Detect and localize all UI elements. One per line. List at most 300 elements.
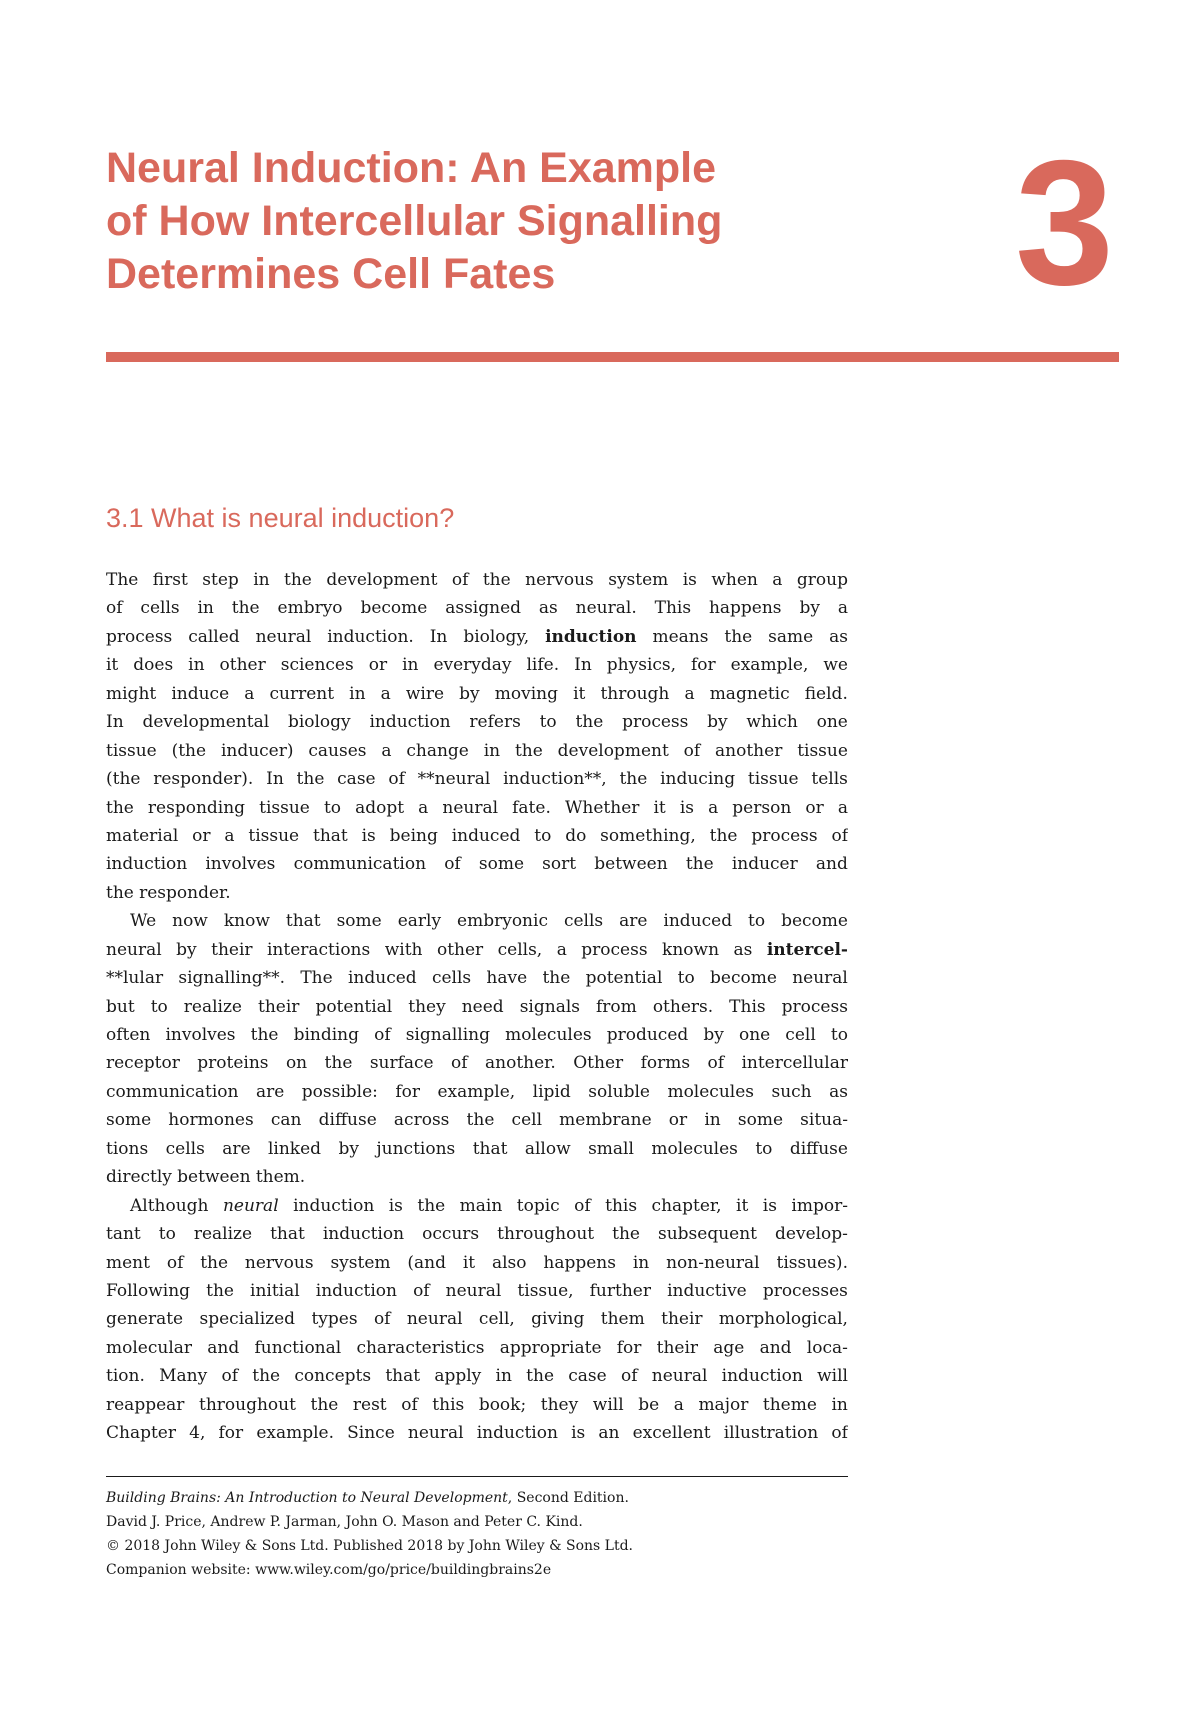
word: junctions <box>376 1138 456 1159</box>
word: age <box>713 1337 745 1358</box>
word: sciences <box>280 655 354 676</box>
word: non-neural <box>666 1252 760 1273</box>
word: do <box>565 825 587 846</box>
word: the <box>231 598 260 619</box>
word: process <box>622 712 689 733</box>
word: tion. <box>106 1366 145 1387</box>
body-line <box>106 1163 848 1191</box>
word: in <box>349 683 366 704</box>
word: responding <box>147 797 246 818</box>
word: as <box>538 598 558 619</box>
word: development <box>557 740 669 761</box>
word: concepts <box>294 1366 372 1387</box>
word: involves <box>205 854 276 875</box>
word: the <box>310 1394 339 1415</box>
word: responder). <box>153 769 254 790</box>
word: a <box>244 683 255 704</box>
word: when <box>711 570 758 590</box>
word: the <box>200 1252 229 1273</box>
footnote-citation <box>106 1486 866 1510</box>
word: some <box>106 1110 152 1131</box>
body-line <box>106 964 848 992</box>
word: change <box>406 740 469 761</box>
word: is <box>762 1195 777 1216</box>
body-line <box>106 680 848 708</box>
word: forms <box>640 1053 691 1074</box>
word: causes <box>308 740 367 761</box>
word: subsequent <box>657 1224 757 1245</box>
word: in <box>704 1110 721 1131</box>
word: it <box>573 683 586 704</box>
word: process <box>581 939 648 960</box>
word: example, <box>437 1081 516 1102</box>
word: initial <box>250 1280 300 1301</box>
word: involves <box>165 1025 236 1045</box>
word: a <box>708 797 719 818</box>
word: induction <box>106 854 188 875</box>
word: become <box>710 968 777 989</box>
chapter-divider <box>106 352 1119 362</box>
word: membrane <box>559 1110 652 1131</box>
body-line <box>106 1362 848 1390</box>
word: have <box>486 968 528 989</box>
word: in <box>495 1366 512 1387</box>
word: become <box>781 911 848 932</box>
word: tissue, <box>517 1280 574 1301</box>
word: the <box>296 769 325 790</box>
word: of <box>373 1309 391 1330</box>
word: induction <box>476 1423 558 1444</box>
word: of <box>620 1366 638 1387</box>
word: their <box>656 1337 699 1358</box>
word: a <box>684 683 695 704</box>
word: system <box>330 1252 391 1273</box>
word: same <box>768 626 814 647</box>
word: neural <box>445 1280 502 1301</box>
word: realize <box>183 996 242 1017</box>
word: cell <box>785 1025 816 1045</box>
word: of <box>683 740 701 761</box>
word: also <box>491 1252 527 1273</box>
word: of <box>444 854 461 875</box>
word: or <box>668 1110 688 1131</box>
word: this <box>605 1195 638 1216</box>
word: does <box>133 655 174 676</box>
word: of <box>374 1025 391 1045</box>
word: early <box>397 911 442 932</box>
word: morphological, <box>718 1309 848 1330</box>
word: this <box>432 1394 465 1415</box>
word: embryo <box>277 598 343 619</box>
word: by <box>799 598 820 619</box>
word: neural <box>442 797 499 818</box>
word: to <box>323 797 342 818</box>
word: something, <box>600 825 696 846</box>
word: to <box>534 825 552 846</box>
word: known <box>662 939 720 960</box>
word: material <box>106 825 179 846</box>
word: induction <box>721 1366 803 1387</box>
word: lipid <box>532 1081 571 1102</box>
word: major <box>698 1394 749 1415</box>
word: cells, <box>497 939 543 960</box>
word: a <box>418 797 429 818</box>
word: types <box>311 1309 358 1330</box>
word: refers <box>469 712 521 733</box>
word: another <box>715 740 783 761</box>
word: case <box>568 1366 607 1387</box>
word: binding <box>293 1025 359 1045</box>
word: linked <box>267 1138 322 1159</box>
chapter-title-line: Neural Induction: An Example <box>106 144 717 192</box>
word: the <box>252 1366 281 1387</box>
word: a <box>556 939 567 960</box>
word: situa- <box>800 1110 848 1131</box>
word: and <box>207 1337 240 1358</box>
word: but <box>106 996 135 1017</box>
word: that <box>270 1224 305 1245</box>
word: The <box>300 968 333 989</box>
word: realize <box>193 1224 253 1245</box>
word: giving <box>531 1309 585 1330</box>
body-line <box>106 765 848 793</box>
word: excellent <box>632 1423 711 1444</box>
word: induced <box>451 825 521 846</box>
word: neural <box>222 1195 279 1216</box>
word: cells <box>140 598 180 619</box>
word: developmental <box>142 712 270 733</box>
word: happens <box>708 598 782 619</box>
word: group <box>796 570 848 590</box>
word: them. <box>255 1167 306 1188</box>
word: induction**, <box>503 769 607 790</box>
word: the <box>466 1110 495 1131</box>
word: happens <box>543 1252 616 1273</box>
word: further <box>589 1280 651 1301</box>
body-line <box>106 822 848 850</box>
word: signalling**. <box>178 968 286 989</box>
word: throughout <box>198 1394 296 1415</box>
word: produced <box>606 1025 689 1045</box>
word: the <box>619 769 648 790</box>
word: the <box>542 968 571 989</box>
word: theme <box>762 1394 817 1415</box>
word: main <box>459 1195 503 1216</box>
word: proteins <box>197 1053 269 1074</box>
footnote-website: Companion website: www.wiley.com/go/price/buildingbrains2e <box>106 1562 552 1578</box>
body-line <box>106 1078 848 1106</box>
word: ment <box>106 1252 150 1273</box>
word: cells <box>431 968 472 989</box>
word: their <box>211 939 253 960</box>
word: as <box>733 939 753 960</box>
word: potential <box>585 968 663 989</box>
word: with <box>384 939 423 960</box>
word: called <box>188 626 240 647</box>
word: their <box>258 996 300 1017</box>
footnote-divider <box>106 1476 848 1477</box>
word: physics, <box>606 655 677 676</box>
word: by <box>459 683 480 704</box>
word: topic <box>516 1195 560 1216</box>
word: inducer) <box>220 740 294 761</box>
word: and <box>815 854 848 875</box>
word: to <box>748 911 766 932</box>
word: book; <box>478 1394 527 1415</box>
word: a <box>224 825 235 846</box>
body-line <box>106 1391 848 1419</box>
word: as <box>829 1081 848 1102</box>
word: induced <box>347 968 417 989</box>
word: step <box>202 570 239 590</box>
body-line <box>106 1277 848 1305</box>
word: cells <box>563 911 604 932</box>
word: biology, <box>463 626 530 647</box>
word: allow <box>524 1138 571 1159</box>
word: Many <box>159 1366 208 1387</box>
word: Whether <box>564 797 640 818</box>
word: by <box>176 939 197 960</box>
word: biology <box>287 712 351 733</box>
word: tissue <box>106 740 157 761</box>
word: the <box>417 1195 446 1216</box>
word: that <box>312 825 348 846</box>
word: to <box>677 968 695 989</box>
word: the <box>106 797 134 818</box>
word: across <box>393 1110 450 1131</box>
word: molecules <box>667 1081 754 1102</box>
word: a <box>380 683 391 704</box>
word: is <box>682 570 697 590</box>
word: 4, <box>189 1423 206 1444</box>
body-line <box>106 850 848 878</box>
word: intercellular <box>741 1053 848 1074</box>
body-line <box>106 651 848 679</box>
word: being <box>389 825 438 846</box>
word: to <box>755 1138 773 1159</box>
body-line <box>106 737 848 765</box>
word: tissue <box>797 740 848 761</box>
word: directly <box>106 1167 172 1188</box>
word: between <box>177 1167 251 1188</box>
word: or <box>805 797 824 818</box>
word: tissue <box>259 797 310 818</box>
word: field. <box>804 683 848 704</box>
word: are <box>255 1081 285 1102</box>
body-line <box>106 1334 848 1362</box>
word: between <box>594 854 668 875</box>
word: nervous <box>525 570 594 590</box>
word: it <box>653 797 666 818</box>
word: neural. <box>575 598 637 619</box>
word: soluble <box>588 1081 650 1102</box>
word: that <box>472 1138 508 1159</box>
word: neural <box>255 626 312 647</box>
word: some <box>737 1110 784 1131</box>
body-line <box>106 1021 848 1049</box>
word: cell <box>511 1110 543 1131</box>
word: such <box>771 1081 812 1102</box>
word: process <box>751 825 818 846</box>
word: another. <box>485 1053 556 1074</box>
word: they <box>540 1394 579 1415</box>
word: the <box>206 1280 234 1301</box>
body-line <box>106 708 848 736</box>
book-edition: , Second Edition. <box>507 1490 629 1506</box>
word: nervous <box>244 1252 314 1273</box>
word: of <box>707 1053 725 1074</box>
word: everyday <box>433 655 512 676</box>
word: of <box>451 570 469 590</box>
word: know <box>223 911 270 932</box>
word: diffuse <box>789 1138 848 1159</box>
word: adopt <box>355 797 405 818</box>
word: In <box>266 769 284 790</box>
word: of <box>401 1394 418 1415</box>
chapter-title-line: of How Intercellular Signalling <box>106 197 723 245</box>
word: interactions <box>266 939 371 960</box>
word: them <box>600 1309 645 1330</box>
word: and <box>759 1337 792 1358</box>
word: example. <box>256 1423 334 1444</box>
word: or <box>368 655 388 676</box>
word: of <box>413 1280 430 1301</box>
word: can <box>270 1110 302 1131</box>
word: Other <box>573 1053 624 1074</box>
word: inducer <box>731 854 798 875</box>
word: the <box>514 740 543 761</box>
word: neural <box>792 968 848 989</box>
word: the <box>575 712 604 733</box>
word: apply <box>434 1366 482 1387</box>
word: are <box>619 911 648 932</box>
word: inducing <box>660 769 736 790</box>
word: In <box>429 626 448 647</box>
word: other <box>219 655 266 676</box>
word: a <box>673 1394 684 1415</box>
word: assigned <box>445 598 522 619</box>
word: it <box>736 1195 749 1216</box>
word: The <box>106 570 139 590</box>
word: the <box>284 570 312 590</box>
word: chapter, <box>651 1195 722 1216</box>
word: development <box>326 570 438 590</box>
word: on <box>285 1053 308 1074</box>
word: signalling <box>405 1025 490 1045</box>
word: a <box>772 570 783 590</box>
word: induction <box>322 1224 405 1245</box>
body-line <box>106 1135 848 1163</box>
word: of <box>831 1423 848 1444</box>
word: to <box>539 712 557 733</box>
word: moving <box>494 683 558 704</box>
footnote <box>106 1486 866 1582</box>
word: of <box>166 1252 184 1273</box>
word: the <box>612 1224 640 1245</box>
word: a <box>837 797 848 818</box>
word: of <box>574 1195 591 1216</box>
body-line <box>106 936 848 964</box>
word: Although <box>130 1195 209 1216</box>
word: potential <box>315 996 393 1017</box>
word: by <box>707 712 728 733</box>
word: impor- <box>791 1195 848 1216</box>
footnote-copyright: © 2018 John Wiley & Sons Ltd. Published 2018 by John Wiley & Sons Ltd. <box>106 1538 634 1554</box>
chapter-title <box>106 142 886 301</box>
word: or <box>192 825 211 846</box>
word: Since <box>347 1423 395 1444</box>
word: the <box>324 1053 353 1074</box>
word: in <box>632 1252 650 1273</box>
word: neural <box>651 1366 708 1387</box>
word: illustration <box>723 1423 819 1444</box>
word: some <box>478 854 525 875</box>
word: process <box>106 626 173 647</box>
word: loca- <box>806 1337 848 1358</box>
word: by <box>703 1025 724 1045</box>
body-text <box>106 566 848 1448</box>
word: might <box>106 683 157 704</box>
word: neural <box>106 939 162 960</box>
word: in <box>253 570 270 590</box>
word: to <box>830 1025 848 1045</box>
word: induction <box>315 1280 397 1301</box>
word: neural <box>407 1423 464 1444</box>
word: tissue <box>747 769 799 790</box>
word: other <box>436 939 484 960</box>
word: we <box>823 655 848 676</box>
word: neural <box>406 1309 463 1330</box>
word: to <box>158 1224 176 1245</box>
word: it <box>462 1252 476 1273</box>
word: case <box>337 769 376 790</box>
word: **lular <box>106 968 164 989</box>
word: We <box>130 911 157 932</box>
word: some <box>336 911 382 932</box>
word: of <box>388 769 405 790</box>
word: become <box>360 598 428 619</box>
word: to <box>150 996 168 1017</box>
body-line <box>106 993 848 1021</box>
body-line <box>106 623 848 651</box>
body-line <box>106 1419 848 1447</box>
book-title: Building Brains: An Introduction to Neural Development <box>106 1490 508 1506</box>
word: through <box>600 683 670 704</box>
word: a <box>381 740 392 761</box>
word: processes <box>762 1280 848 1301</box>
word: their <box>661 1309 703 1330</box>
word: induction <box>369 712 451 733</box>
word: the <box>709 825 738 846</box>
word: the <box>250 1025 279 1045</box>
word: is <box>388 1195 403 1216</box>
word: the <box>482 570 511 590</box>
body-line <box>106 1220 848 1248</box>
word: system <box>608 570 669 590</box>
word: example, <box>730 655 809 676</box>
word: hormones <box>168 1110 254 1131</box>
section-heading: 3.1 What is neural induction? <box>106 503 455 533</box>
word: for <box>691 655 716 676</box>
word: of <box>831 825 848 846</box>
body-line <box>106 794 848 822</box>
word: is <box>361 825 376 846</box>
word: generate <box>106 1309 184 1330</box>
word: tells <box>811 769 848 790</box>
word: In <box>574 655 592 676</box>
word: will <box>592 1394 624 1415</box>
word: the <box>685 854 714 875</box>
